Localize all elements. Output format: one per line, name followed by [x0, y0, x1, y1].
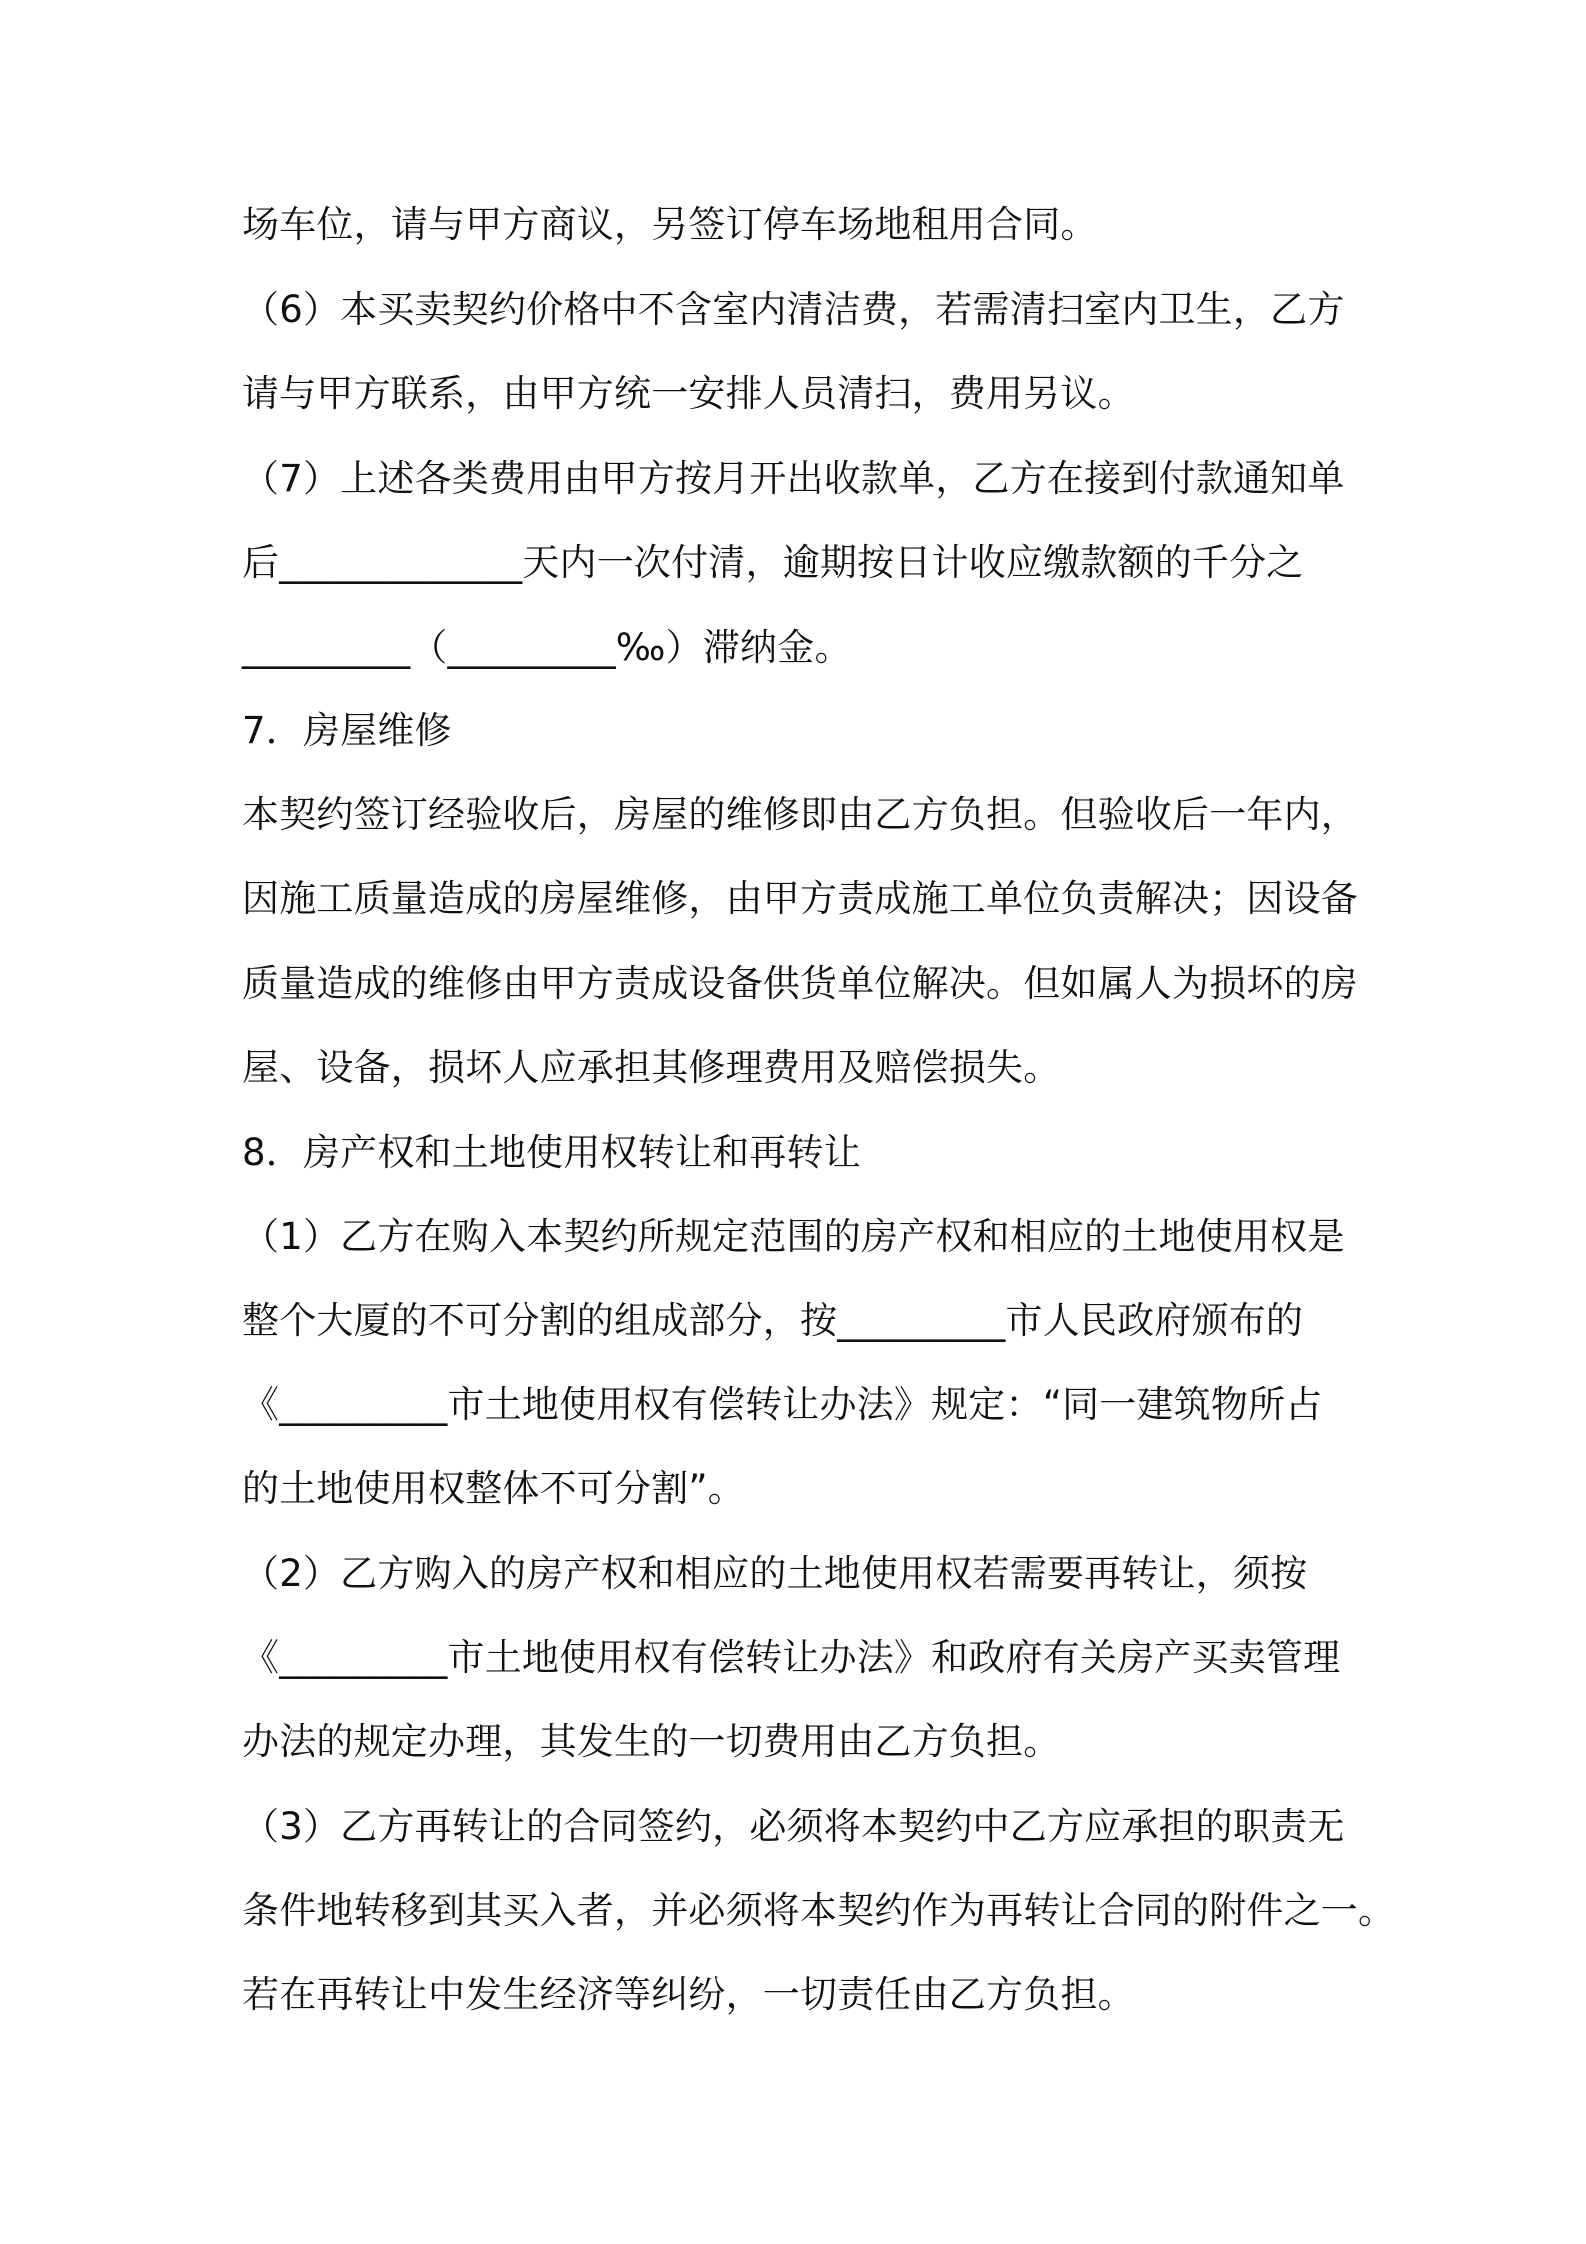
text-line: 若在再转让中发生经济等纠纷，一切责任由乙方负担。	[242, 1973, 1135, 2016]
text-line: 场车位，请与甲方商议，另签订停车场地租用合同。	[242, 203, 1098, 246]
text-line: 《_________市土地使用权有偿转让办法》和政府有关房产买卖管理	[242, 1636, 1341, 1679]
text-line: （6）本买卖契约价格中不含室内清洁费，若需清扫室内卫生，乙方	[242, 288, 1345, 331]
text-line: 屋、设备，损坏人应承担其修理费用及赔偿损失。	[242, 1046, 1061, 1089]
text-line: 本契约签订经验收后，房屋的维修即由乙方负担。但验收后一年内，	[242, 793, 1358, 836]
text-line: （3）乙方再转让的合同签约，必须将本契约中乙方应承担的职责无	[242, 1805, 1345, 1848]
text-line: 请与甲方联系，由甲方统一安排人员清扫，费用另议。	[242, 372, 1135, 415]
text-line: （7）上述各类费用由甲方按月开出收款单，乙方在接到付款通知单	[242, 457, 1345, 500]
text-line: （1）乙方在购入本契约所规定范围的房产权和相应的土地使用权是	[242, 1215, 1345, 1258]
text-line: 质量造成的维修由甲方责成设备供货单位解决。但如属人为损坏的房	[242, 962, 1358, 1005]
text-line: 整个大厦的不可分割的组成部分，按_________市人民政府颁布的	[242, 1299, 1304, 1342]
section-heading: 8．房产权和土地使用权转让和再转让	[242, 1131, 861, 1174]
text-line: _________（_________‰）滞纳金。	[242, 626, 852, 669]
text-line: 的土地使用权整体不可分割”。	[242, 1467, 745, 1510]
text-line: 因施工质量造成的房屋维修，由甲方责成施工单位负责解决；因设备	[242, 877, 1358, 920]
text-line: （2）乙方购入的房产权和相应的土地使用权若需要再转让，须按	[242, 1552, 1308, 1595]
text-line: 办法的规定办理，其发生的一切费用由乙方负担。	[242, 1720, 1061, 1763]
text-line: 《_________市土地使用权有偿转让办法》规定：“同一建筑物所占	[242, 1383, 1323, 1426]
text-line: 后_____________天内一次付清，逾期按日计收应缴款额的千分之	[242, 541, 1304, 584]
section-heading: 7．房屋维修	[242, 709, 452, 752]
text-line: 条件地转移到其买入者，并必须将本契约作为再转让合同的附件之一。	[242, 1889, 1396, 1932]
